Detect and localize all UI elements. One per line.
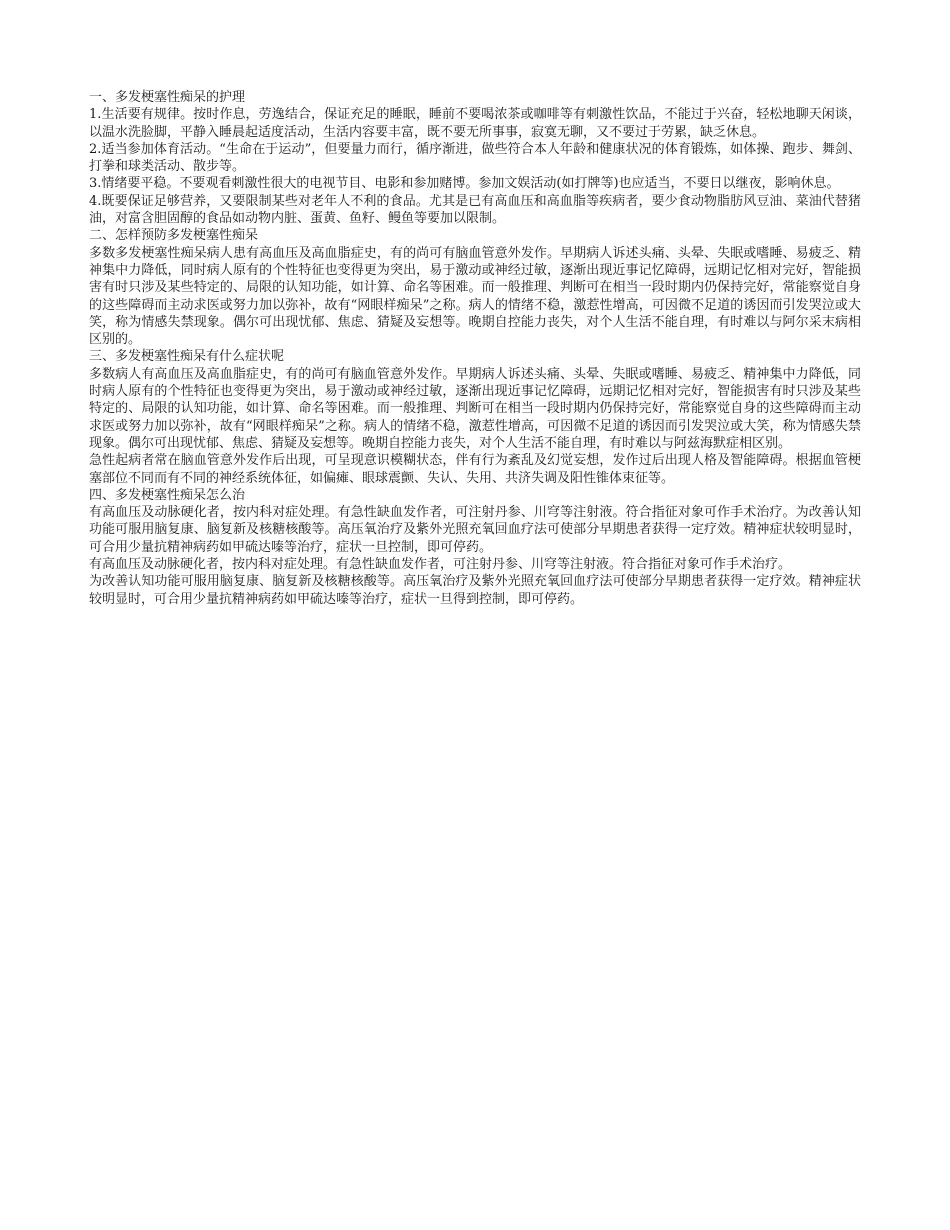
treatment-paragraph-3: 为改善认知功能可服用脑复康、脑复新及核糖核酸等。高压氧治疗及紫外光照充氧回血疗法可使部分早期患者获得一定疗效。精神症状较明显时，可合用少量抗精神病药如甲硫达嗪等治疗，症状一旦得到控制，即可停药。 <box>89 574 861 607</box>
treatment-paragraph-1: 有高血压及动脉硬化者，按内科对症处理。有急性缺血发作者，可注射丹参、川穹等注射液。符合指征对象可作手术治疗。为改善认知功能可服用脑复康、脑复新及核糖核酸等。高压氧治疗及紫外光照充氧回血疗法可使部分早期患者获得一定疗效。精神症状较明显时，可合用少量抗精神病药如甲硫达嗪等治疗，症状一旦控制，即可停药。 <box>89 505 861 555</box>
section-heading-symptoms: 三、多发梗塞性痴呆有什么症状呢 <box>89 349 285 365</box>
symptoms-paragraph: 多数病人有高血压及高血脂症史，有的尚可有脑血管意外发作。早期病人诉述头痛、头晕、失眠或嗜睡、易疲乏、精神集中力降低，同时病人原有的个性特征也变得更为突出，易于激动或神经过敏，逐渐出现近事记忆障碍，远期记忆相对完好，智能损害有时只涉及某些特定的、局限的认知功能，如计算、命名等困难。而一般推理、判断可在相当一段时期内仍保持完好，常能察觉自身的这些障碍而主动求医或努力加以弥补，故有“网眼样痴呆”之称。病人的情绪不稳，激惹性增高，可因微不足道的诱因而引发哭泣或大笑，称为情感失禁现象。偶尔可出现忧郁、焦虑、猜疑及妄想等。晚期自控能力丧失，对个人生活不能自理，有时难以与阿兹海默症相区别。 <box>89 366 861 451</box>
section-heading-treatment: 四、多发梗塞性痴呆怎么治 <box>89 487 246 503</box>
care-item-3: 3.情绪要平稳。不要观看刺激性很大的电视节目、电影和参加赌博。参加文娱活动(如打牌等)也应适当，不要日以继夜，影响休息。 <box>89 176 840 192</box>
section-heading-care: 一、多发梗塞性痴呆的护理 <box>89 90 246 105</box>
care-item-2: 2.适当参加体育活动。“生命在于运动”，但要量力而行，循序渐进，做些符合本人年龄和健康状况的体育锻炼，如体操、跑步、舞剑、打拳和球类活动、散步等。 <box>89 141 861 175</box>
care-item-1: 1.生活要有规律。按时作息，劳逸结合，保证充足的睡眠，睡前不要喝浓茶或咖啡等有刺激性饮品，不能过于兴奋，轻松地聊天闲谈，以温水洗脸脚，平静入睡晨起适度活动，生活内容要丰富，既不要无所事事，寂寞无聊，又不要过于劳累，缺乏休息。 <box>89 107 861 140</box>
acute-onset-paragraph: 急性起病者常在脑血管意外发作后出现，可呈现意识模糊状态，伴有行为紊乱及幻觉妄想，发作过后出现人格及智能障碍。根据血管梗塞部位不同而有不同的神经系统体征，如偏瘫、眼球震颤、失认、失用、共济失调及阳性锥体束征等。 <box>89 453 861 486</box>
prevention-paragraph: 多数多发梗塞性痴呆病人患有高血压及高血脂症史，有的尚可有脑血管意外发作。早期病人诉述头痛、头晕、失眠或嗜睡、易疲乏、精神集中力降低，同时病人原有的个性特征也变得更为突出，易于激动或神经过敏，逐渐出现近事记忆障碍，远期记忆相对完好，智能损害有时只涉及某些特定的、局限的认知功能，如计算、命名等困难。而一般推理、判断可在相当一段时期内仍保持完好，常能察觉自身的这些障碍而主动求医或努力加以弥补，故有“网眼样痴呆”之称。病人的情绪不稳，激惹性增高，可因微不足道的诱因而引发哭泣或大笑，称为情感失禁现象。偶尔可出现忧郁、焦虑、猜疑及妄想等。晚期自控能力丧失，对个人生活不能自理，有时难以与阿尔采末病相区别的。 <box>89 245 861 348</box>
treatment-paragraph-2: 有高血压及动脉硬化者，按内科对症处理。有急性缺血发作者，可注射丹参、川穹等注射液。符合指征对象可作手术治疗。 <box>89 557 792 573</box>
section-heading-prevention: 二、怎样预防多发梗塞性痴呆 <box>89 228 259 244</box>
care-item-4: 4.既要保证足够营养，又要限制某些对老年人不利的食品。尤其是已有高血压和高血脂等疾病者，要少食动物脂肪风豆油、菜油代替猪油，对富含胆固醇的食品如动物内脏、蛋黄、鱼籽、鳗鱼等要加以限制。 <box>89 193 861 227</box>
document-body <box>89 89 861 608</box>
